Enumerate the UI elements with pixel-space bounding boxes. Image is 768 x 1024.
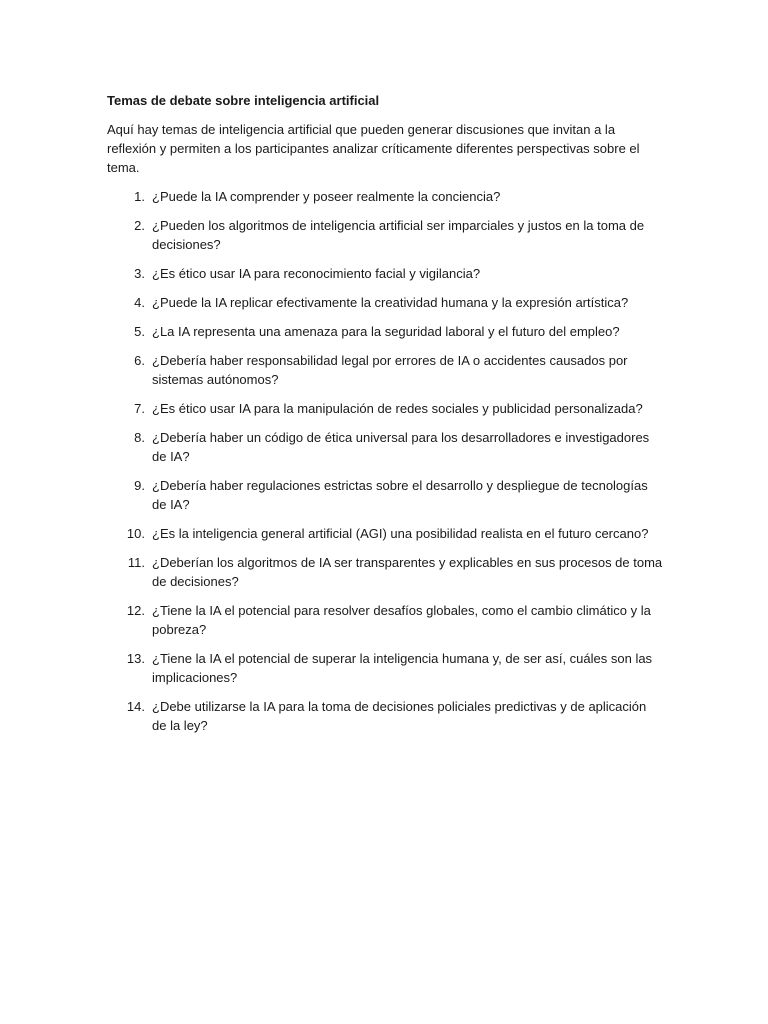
- topic-number: 1.: [134, 189, 145, 204]
- topic-text: ¿Es la inteligencia general artificial (AGI) una posibilidad realista en el futuro cercano?: [152, 526, 649, 541]
- topic-text: ¿Deberían los algoritmos de IA ser transparentes y explicables en sus procesos de toma de decisiones?: [152, 555, 663, 589]
- topic-number: 7.: [134, 401, 145, 416]
- topic-text: ¿Debería haber responsabilidad legal por errores de IA o accidentes causados por sistemas autónomos?: [152, 353, 628, 387]
- topic-text: ¿La IA representa una amenaza para la seguridad laboral y el futuro del empleo?: [152, 324, 620, 339]
- topic-item: [107, 524, 663, 543]
- topic-text: ¿Tiene la IA el potencial de superar la inteligencia humana y, de ser así, cuáles son las implicaciones?: [152, 651, 653, 685]
- topic-item: [107, 553, 663, 591]
- topic-item: [107, 351, 663, 389]
- topic-item: [107, 264, 663, 283]
- topic-item: [107, 601, 663, 639]
- topic-number: 8.: [134, 430, 145, 445]
- topic-list: [107, 187, 663, 735]
- topic-number: 9.: [134, 478, 145, 493]
- topic-text: ¿Debería haber un código de ética universal para los desarrolladores e investigadores de IA?: [152, 430, 650, 464]
- document-intro: Aquí hay temas de inteligencia artificial que pueden generar discusiones que invitan a la reflexión y permiten a los participantes analizar críticamente diferentes perspectivas sobre el tema.: [107, 122, 640, 175]
- topic-item: [107, 399, 663, 418]
- topic-item: [107, 428, 663, 466]
- topic-text: ¿Puede la IA comprender y poseer realmente la conciencia?: [152, 189, 501, 204]
- topic-item: [107, 187, 663, 206]
- topic-text: ¿Debería haber regulaciones estrictas sobre el desarrollo y despliegue de tecnologías de IA?: [152, 478, 648, 512]
- topic-item: [107, 293, 663, 312]
- topic-number: 11.: [127, 555, 145, 570]
- topic-number: 3.: [134, 266, 145, 281]
- topic-text: ¿Es ético usar IA para reconocimiento facial y vigilancia?: [152, 266, 481, 281]
- topic-text: ¿Tiene la IA el potencial para resolver desafíos globales, como el cambio climático y la pobreza?: [152, 603, 651, 637]
- topic-number: 4.: [134, 295, 145, 310]
- topic-item: [107, 216, 663, 254]
- topic-item: [107, 322, 663, 341]
- topic-number: 10.: [126, 526, 145, 541]
- topic-item: [107, 649, 663, 687]
- topic-item: [107, 476, 663, 514]
- topic-item: [107, 697, 663, 735]
- topic-text: ¿Es ético usar IA para la manipulación de redes sociales y publicidad personalizada?: [152, 401, 643, 416]
- topic-text: ¿Pueden los algoritmos de inteligencia artificial ser imparciales y justos en la toma de decisiones?: [152, 218, 645, 252]
- topic-number: 14.: [126, 699, 145, 714]
- topic-text: ¿Debe utilizarse la IA para la toma de decisiones policiales predictivas y de aplicación de la ley?: [152, 699, 647, 733]
- document-page: [107, 91, 663, 745]
- topic-text: ¿Puede la IA replicar efectivamente la creatividad humana y la expresión artística?: [152, 295, 629, 310]
- topic-number: 5.: [134, 324, 145, 339]
- topic-number: 6.: [134, 353, 145, 368]
- document-title: Temas de debate sobre inteligencia artificial: [107, 93, 380, 108]
- topic-number: 13.: [126, 651, 145, 666]
- topic-number: 12.: [126, 603, 145, 618]
- topic-number: 2.: [134, 218, 145, 233]
